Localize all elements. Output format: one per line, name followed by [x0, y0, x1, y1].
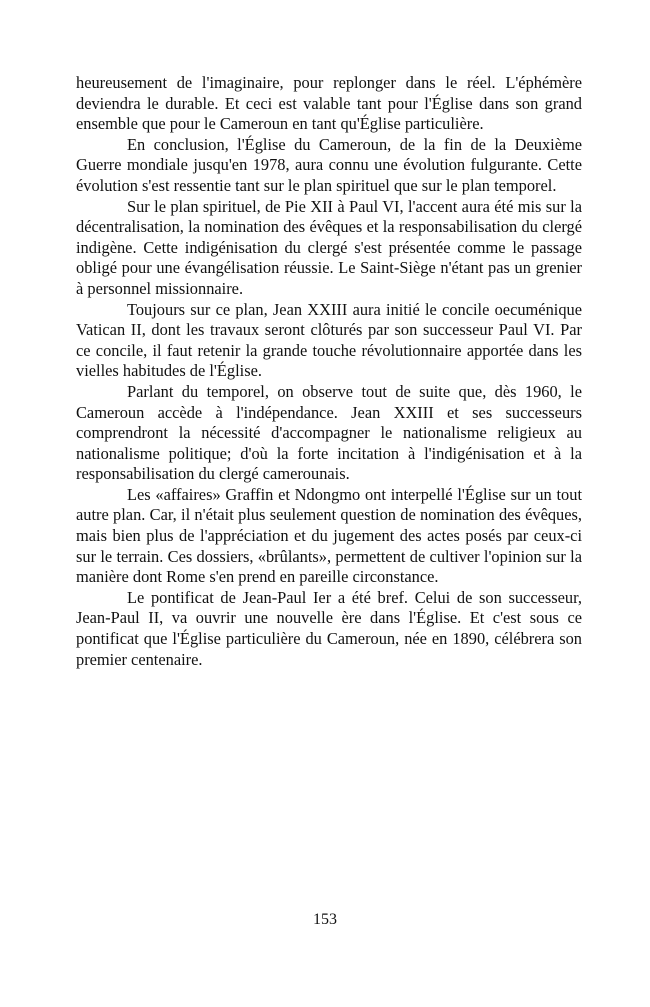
- paragraph-conclusion: En conclusion, l'Église du Cameroun, de la fin de la Deuxième Guerre mondiale jusqu'en 1978, aura connu une évolution fulgurante. Cette évolution s'est ressentie tant sur le plan spirituel que sur le plan temporel.: [76, 134, 582, 195]
- paragraph-continuation: heureusement de l'imaginaire, pour replonger dans le réel. L'éphémère deviendra le durable. Et ceci est valable tant pour l'Église dans son grand ensemble que pour le Cameroun en tant qu'Église particulière.: [76, 73, 582, 134]
- paragraph-pontificat: Le pontificat de Jean-Paul Ier a été bref. Celui de son successeur, Jean-Paul II, va ouvrir une nouvelle ère dans l'Église. Et c'est sous ce pontificat que l'Église particulière du Cameroun, née en 1890, célébrera son premier centenaire.: [76, 587, 582, 669]
- page-number: 153: [313, 911, 337, 928]
- body-text: [76, 73, 582, 670]
- paragraph-spiritual-plan: Sur le plan spirituel, de Pie XII à Paul VI, l'accent aura été mis sur la décentralisation, la nomination des évêques et la responsabilisation du clergé indigène. Cette indigénisation du clergé s'est présentée comme le passage obligé pour une évangélisation réussie. Le Saint-Siège n'étant pas un grenier à personnel missionnaire.: [76, 196, 582, 298]
- paragraph-temporal: Parlant du temporel, on observe tout de suite que, dès 1960, le Cameroun accède à l'indépendance. Jean XXIII et ses successeurs comprendront la nécessité d'accompagner le nationalisme religieux au nationalisme politique; d'où la forte incitation à l'indigénisation et à la responsabilisation du clergé camerounais.: [76, 381, 582, 484]
- paragraph-affaires: Les «affaires» Graffin et Ndongmo ont interpellé l'Église sur un tout autre plan. Car, il n'était plus seulement question de nomination des évêques, mais bien plus de l'appréciation et du jugement des actes posés par ceux-ci sur le terrain. Ces dossiers, «brûlants», permettent de cultiver l'opinion sur la manière dont Rome s'en prend en pareille circonstance.: [76, 484, 582, 587]
- paragraph-vatican-ii: Toujours sur ce plan, Jean XXIII aura initié le concile oecuménique Vatican II, dont les travaux seront clôturés par son successeur Paul VI. Par ce concile, il faut retenir la grande touche révolutionnaire apportée dans les vielles habitudes de l'Église.: [76, 299, 582, 381]
